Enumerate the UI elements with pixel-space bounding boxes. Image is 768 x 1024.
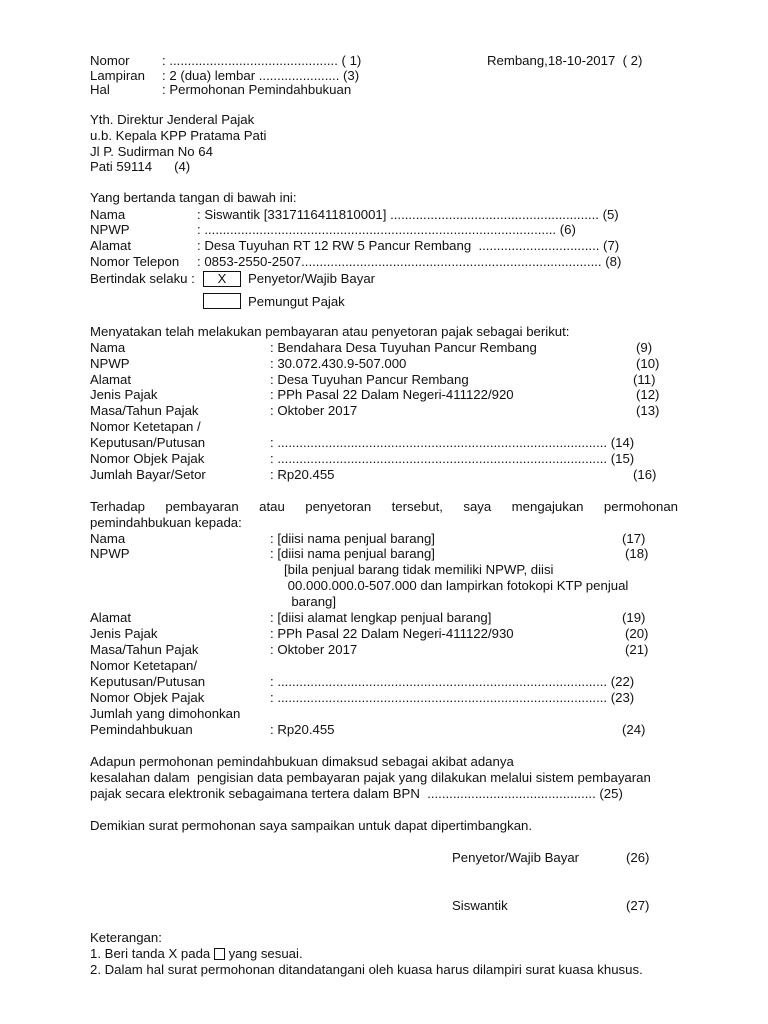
letter-date: Rembang,18-10-2017 ( 2) [487, 53, 643, 68]
payment-row-num: (13) [636, 403, 660, 418]
transfer-row-label: Keputusan/Putusan [90, 674, 206, 689]
note-2: 2. Dalam hal surat permohonan ditandatangani oleh kuasa harus dilampiri surat kuasa khusus. [90, 962, 643, 977]
transfer-row-value: : [diisi nama penjual barang] [270, 531, 435, 546]
transfer-row-label: Alamat [90, 610, 132, 625]
lampiran-value: : 2 (dua) lembar ...................... (3) [162, 68, 360, 83]
role-checkbox-penyetor[interactable]: X [203, 271, 241, 287]
transfer-row-value: : [diisi alamat lengkap penjual barang] [270, 610, 492, 625]
reason-line: pajak secara elektronik sebagaimana tertera dalam BPN .............................................. (25) [90, 786, 623, 801]
transfer-row-value: : [diisi nama penjual barang] [270, 546, 435, 561]
transfer-row-label: Jumlah yang dimohonkan [90, 706, 241, 721]
transfer-row-label: Nama [90, 531, 126, 546]
transfer-row-num: (21) [625, 642, 649, 657]
payment-row-label: NPWP [90, 356, 130, 371]
role-checkbox-pemungut[interactable] [203, 293, 241, 309]
closing-sentence: Demikian surat permohonan saya sampaikan untuk dapat dipertimbangkan. [90, 818, 533, 833]
transfer-intro: Terhadap pembayaran atau penyetoran tersebut, saya mengajukan permohonan [90, 499, 678, 514]
payment-row-label: Jumlah Bayar/Setor [90, 467, 206, 482]
payment-row-value: : Oktober 2017 [270, 403, 358, 418]
payment-row-value: : PPh Pasal 22 Dalam Negeri-411122/920 [270, 387, 514, 402]
transfer-row-num: (17) [622, 531, 646, 546]
payment-row-value: : Bendahara Desa Tuyuhan Pancur Rembang [270, 340, 537, 355]
payment-row-label: Alamat [90, 372, 132, 387]
payment-row-num: (9) [636, 340, 653, 355]
recipient-line: u.b. Kepala KPP Pratama Pati [90, 128, 267, 143]
reason-line: Adapun permohonan pemindahbukuan dimaksud sebagai akibat adanya [90, 754, 514, 769]
payment-row-num: (12) [636, 387, 660, 402]
signer-row-label: Nama [90, 207, 126, 222]
transfer-row-value: : .......................................................................................... (22) [270, 674, 635, 689]
hal-label: Hal [90, 82, 110, 97]
recipient-line: Yth. Direktur Jenderal Pajak [90, 112, 255, 127]
signature-role-num: (26) [626, 850, 650, 865]
role-option-label: Penyetor/Wajib Bayar [248, 271, 376, 286]
signer-row-value: : ................................................................................................ (6) [197, 222, 576, 237]
notes-title: Keterangan: [90, 930, 162, 945]
signature-name: Siswantik [452, 898, 508, 913]
payment-row-num: (11) [633, 372, 656, 387]
transfer-row-num: (24) [622, 722, 646, 737]
lampiran-label: Lampiran [90, 68, 145, 83]
payment-row-num: (16) [633, 467, 657, 482]
payment-row-value: : Desa Tuyuhan Pancur Rembang [270, 372, 469, 387]
transfer-row-label: Nomor Objek Pajak [90, 690, 205, 705]
transfer-row-label: Pemindahbukuan [90, 722, 193, 737]
payment-row-value: : .......................................................................................... (15) [270, 451, 635, 466]
payment-row-value: : 30.072.430.9-507.000 [270, 356, 407, 371]
recipient-line: Pati 59114 (4) [90, 159, 191, 174]
payment-row-label: Jenis Pajak [90, 387, 158, 402]
payment-row-label: Nama [90, 340, 126, 355]
npwp-note-line: 00.000.000.0-507.000 dan lampirkan fotokopi KTP penjual [284, 578, 629, 593]
signature-role: Penyetor/Wajib Bayar [452, 850, 580, 865]
npwp-note-line: [bila penjual barang tidak memiliki NPWP, diisi [284, 562, 554, 577]
payment-row-num: (10) [636, 356, 660, 371]
payment-row-label: Nomor Ketetapan / [90, 419, 201, 434]
transfer-row-value: : .......................................................................................... (23) [270, 690, 635, 705]
signer-row-label: Nomor Telepon [90, 254, 180, 269]
transfer-row-num: (20) [625, 626, 649, 641]
signer-row-value: : 0853-2550-2507.................................................................................. (8) [197, 254, 622, 269]
signature-name-num: (27) [626, 898, 650, 913]
transfer-row-num: (19) [622, 610, 646, 625]
hal-value: : Permohonan Pemindahbukuan [162, 82, 352, 97]
signer-row-value: : Siswantik [3317116411810001] ......................................................... (5) [197, 207, 619, 222]
note-1 [90, 946, 303, 962]
npwp-note-line: barang] [284, 594, 337, 609]
recipient-line: Jl P. Sudirman No 64 [90, 144, 213, 159]
nomor-label: Nomor [90, 53, 130, 68]
signer-row-label: NPWP [90, 222, 130, 237]
checkbox-example-icon [214, 948, 225, 960]
transfer-row-num: (18) [625, 546, 649, 561]
signer-row-label: Alamat [90, 238, 132, 253]
transfer-row-value: : Oktober 2017 [270, 642, 358, 657]
signer-intro: Yang bertanda tangan di bawah ini: [90, 190, 297, 205]
role-label: Bertindak selaku : [90, 271, 195, 286]
reason-line: kesalahan dalam pengisian data pembayaran pajak yang dilakukan melalui sistem pembayaran [90, 770, 651, 785]
payment-intro: Menyatakan telah melakukan pembayaran atau penyetoran pajak sebagai berikut: [90, 324, 570, 339]
payment-row-value: : Rp20.455 [270, 467, 335, 482]
nomor-value: : .............................................. ( 1) [162, 53, 362, 68]
payment-row-label: Masa/Tahun Pajak [90, 403, 199, 418]
payment-row-label: Nomor Objek Pajak [90, 451, 205, 466]
signer-row-value: : Desa Tuyuhan RT 12 RW 5 Pancur Rembang ................................. (7) [197, 238, 620, 253]
transfer-intro-cont: pemindahbukuan kepada: [90, 515, 242, 530]
transfer-row-label: Nomor Ketetapan/ [90, 658, 198, 673]
transfer-row-value: : PPh Pasal 22 Dalam Negeri-411122/930 [270, 626, 514, 641]
note-1-before: 1. Beri tanda X pada [90, 946, 214, 961]
role-option-label: Pemungut Pajak [248, 294, 345, 309]
payment-row-label: Keputusan/Putusan [90, 435, 206, 450]
note-1-after: yang sesuai. [224, 946, 303, 961]
transfer-row-value: : Rp20.455 [270, 722, 335, 737]
transfer-row-label: Masa/Tahun Pajak [90, 642, 199, 657]
payment-row-value: : .......................................................................................... (14) [270, 435, 635, 450]
transfer-row-label: Jenis Pajak [90, 626, 158, 641]
transfer-row-label: NPWP [90, 546, 130, 561]
